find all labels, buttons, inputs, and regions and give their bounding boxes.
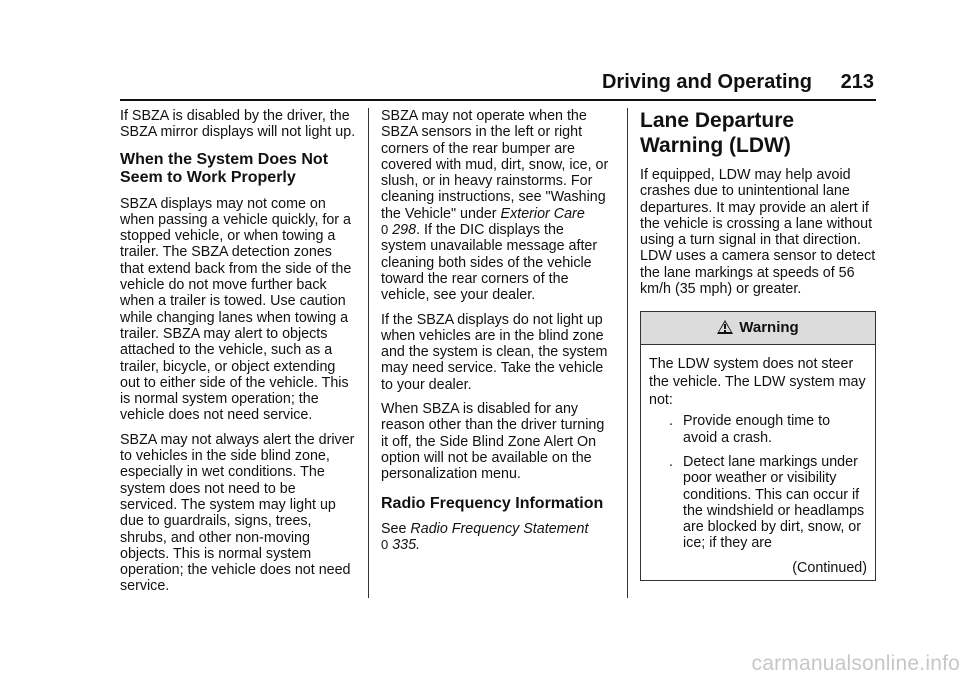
warning-intro: The LDW system does not steer the vehicle. The LDW system may not: [649, 356, 866, 409]
page-header [120, 71, 876, 97]
heading-system-not-working: When the System Does Not Seem to Work Properly [120, 150, 329, 187]
bullet-marker: . [669, 413, 673, 430]
paragraph-sbza-personalization: When SBZA is disabled for any reason other than the driver turning it off, the Side Blind Zone Alert On option will not be available on the personalization menu. [381, 401, 605, 483]
page-ref-335[interactable]: 335. [392, 537, 421, 554]
link-exterior-care[interactable]: Exterior Care [500, 205, 585, 222]
bullet-text: Detect lane markings under poor weather or visibility conditions. This can occur if the windshield or headlamps are blocked by dirt, snow, or ice; if they are [683, 453, 865, 552]
page-number: 213 [840, 71, 874, 93]
continued-label: (Continued) [792, 559, 867, 576]
warning-title: Warning [739, 319, 799, 337]
paragraph-sbza-displays: SBZA displays may not come on when passing a vehicle quickly, for a stopped vehicle, or when towing a trailer. The SBZA detection zones that extend back from the side of the vehicle do not move further back when a trailer is towed. Use caution while changing lanes when towing a trailer. SBZA may alert to objects attached to the vehicle, such as a trailer, bicycle, or object extending out to either side of the vehicle. This is normal system operation; the vehicle does not need service. [120, 195, 352, 424]
warning-box [640, 311, 876, 581]
paragraph-ldw-intro: If equipped, LDW may help avoid crashes due to unintentional lane departures. It may provide an alert if the vehicle is crossing a lane without using a turn signal in that direction. LDW uses a camera sensor to detect the lane markings at speeds of 56 km/h (35 mph) or greater. [640, 167, 876, 298]
link-radio-frequency-statement[interactable]: Radio Frequency Statement [410, 521, 589, 538]
column-right [640, 108, 876, 581]
page-ref-298[interactable]: 298 [392, 222, 417, 239]
heading-radio-frequency: Radio Frequency Information [381, 494, 604, 512]
bullet-text: Provide enough time to avoid a crash. [683, 413, 831, 446]
text: SBZA may not operate when the SBZA sensors in the left or right corners of the rear bumper are covered with mud, dirt, snow, ice, or slush, or in heavy rainstorms. For cleaning instructions, see "Washing the Vehicle" under [381, 108, 609, 222]
column-divider-1 [368, 108, 369, 598]
paragraph-sbza-alerts: SBZA may not always alert the driver to vehicles in the side blind zone, especially in wet conditions. The system does not need to be serviced. The system may light up due to guardrails, signs, trees, shrubs, and other non-moving objects. This is normal system operation; the vehicle does not need service. [120, 431, 355, 595]
paragraph-sbza-sensors [381, 108, 611, 304]
bullet-marker: . [669, 453, 673, 470]
warning-triangle-icon [717, 320, 733, 334]
heading-lane-departure-warning: Lane Departure Warning (LDW) [640, 109, 795, 157]
column-divider-2 [627, 108, 628, 598]
text: See [381, 521, 411, 538]
page-ref-arrow-icon: 0 [381, 537, 389, 553]
column-left [120, 108, 356, 603]
warning-header [641, 312, 875, 345]
paragraph-radio-frequency [381, 521, 611, 554]
section-title: Driving and Operating [601, 71, 812, 93]
watermark: carmanualsonline.info [751, 652, 960, 675]
list-item [649, 413, 867, 446]
paragraph-sbza-disabled: If SBZA is disabled by the driver, the SBZA mirror displays will not light up. [120, 108, 356, 141]
list-item [649, 454, 867, 552]
column-middle [381, 108, 611, 562]
text: . If the DIC displays the system unavailable message after cleaning both sides of the vehicle toward the rear corners of the vehicle, see your dealer. [381, 222, 598, 304]
warning-body [641, 345, 875, 580]
page-ref-arrow-icon: 0 [381, 222, 389, 238]
header-rule [120, 99, 876, 101]
paragraph-sbza-no-light: If the SBZA displays do not light up when vehicles are in the blind zone and the system is clean, the system may need service. Take the vehicle to your dealer. [381, 311, 608, 393]
